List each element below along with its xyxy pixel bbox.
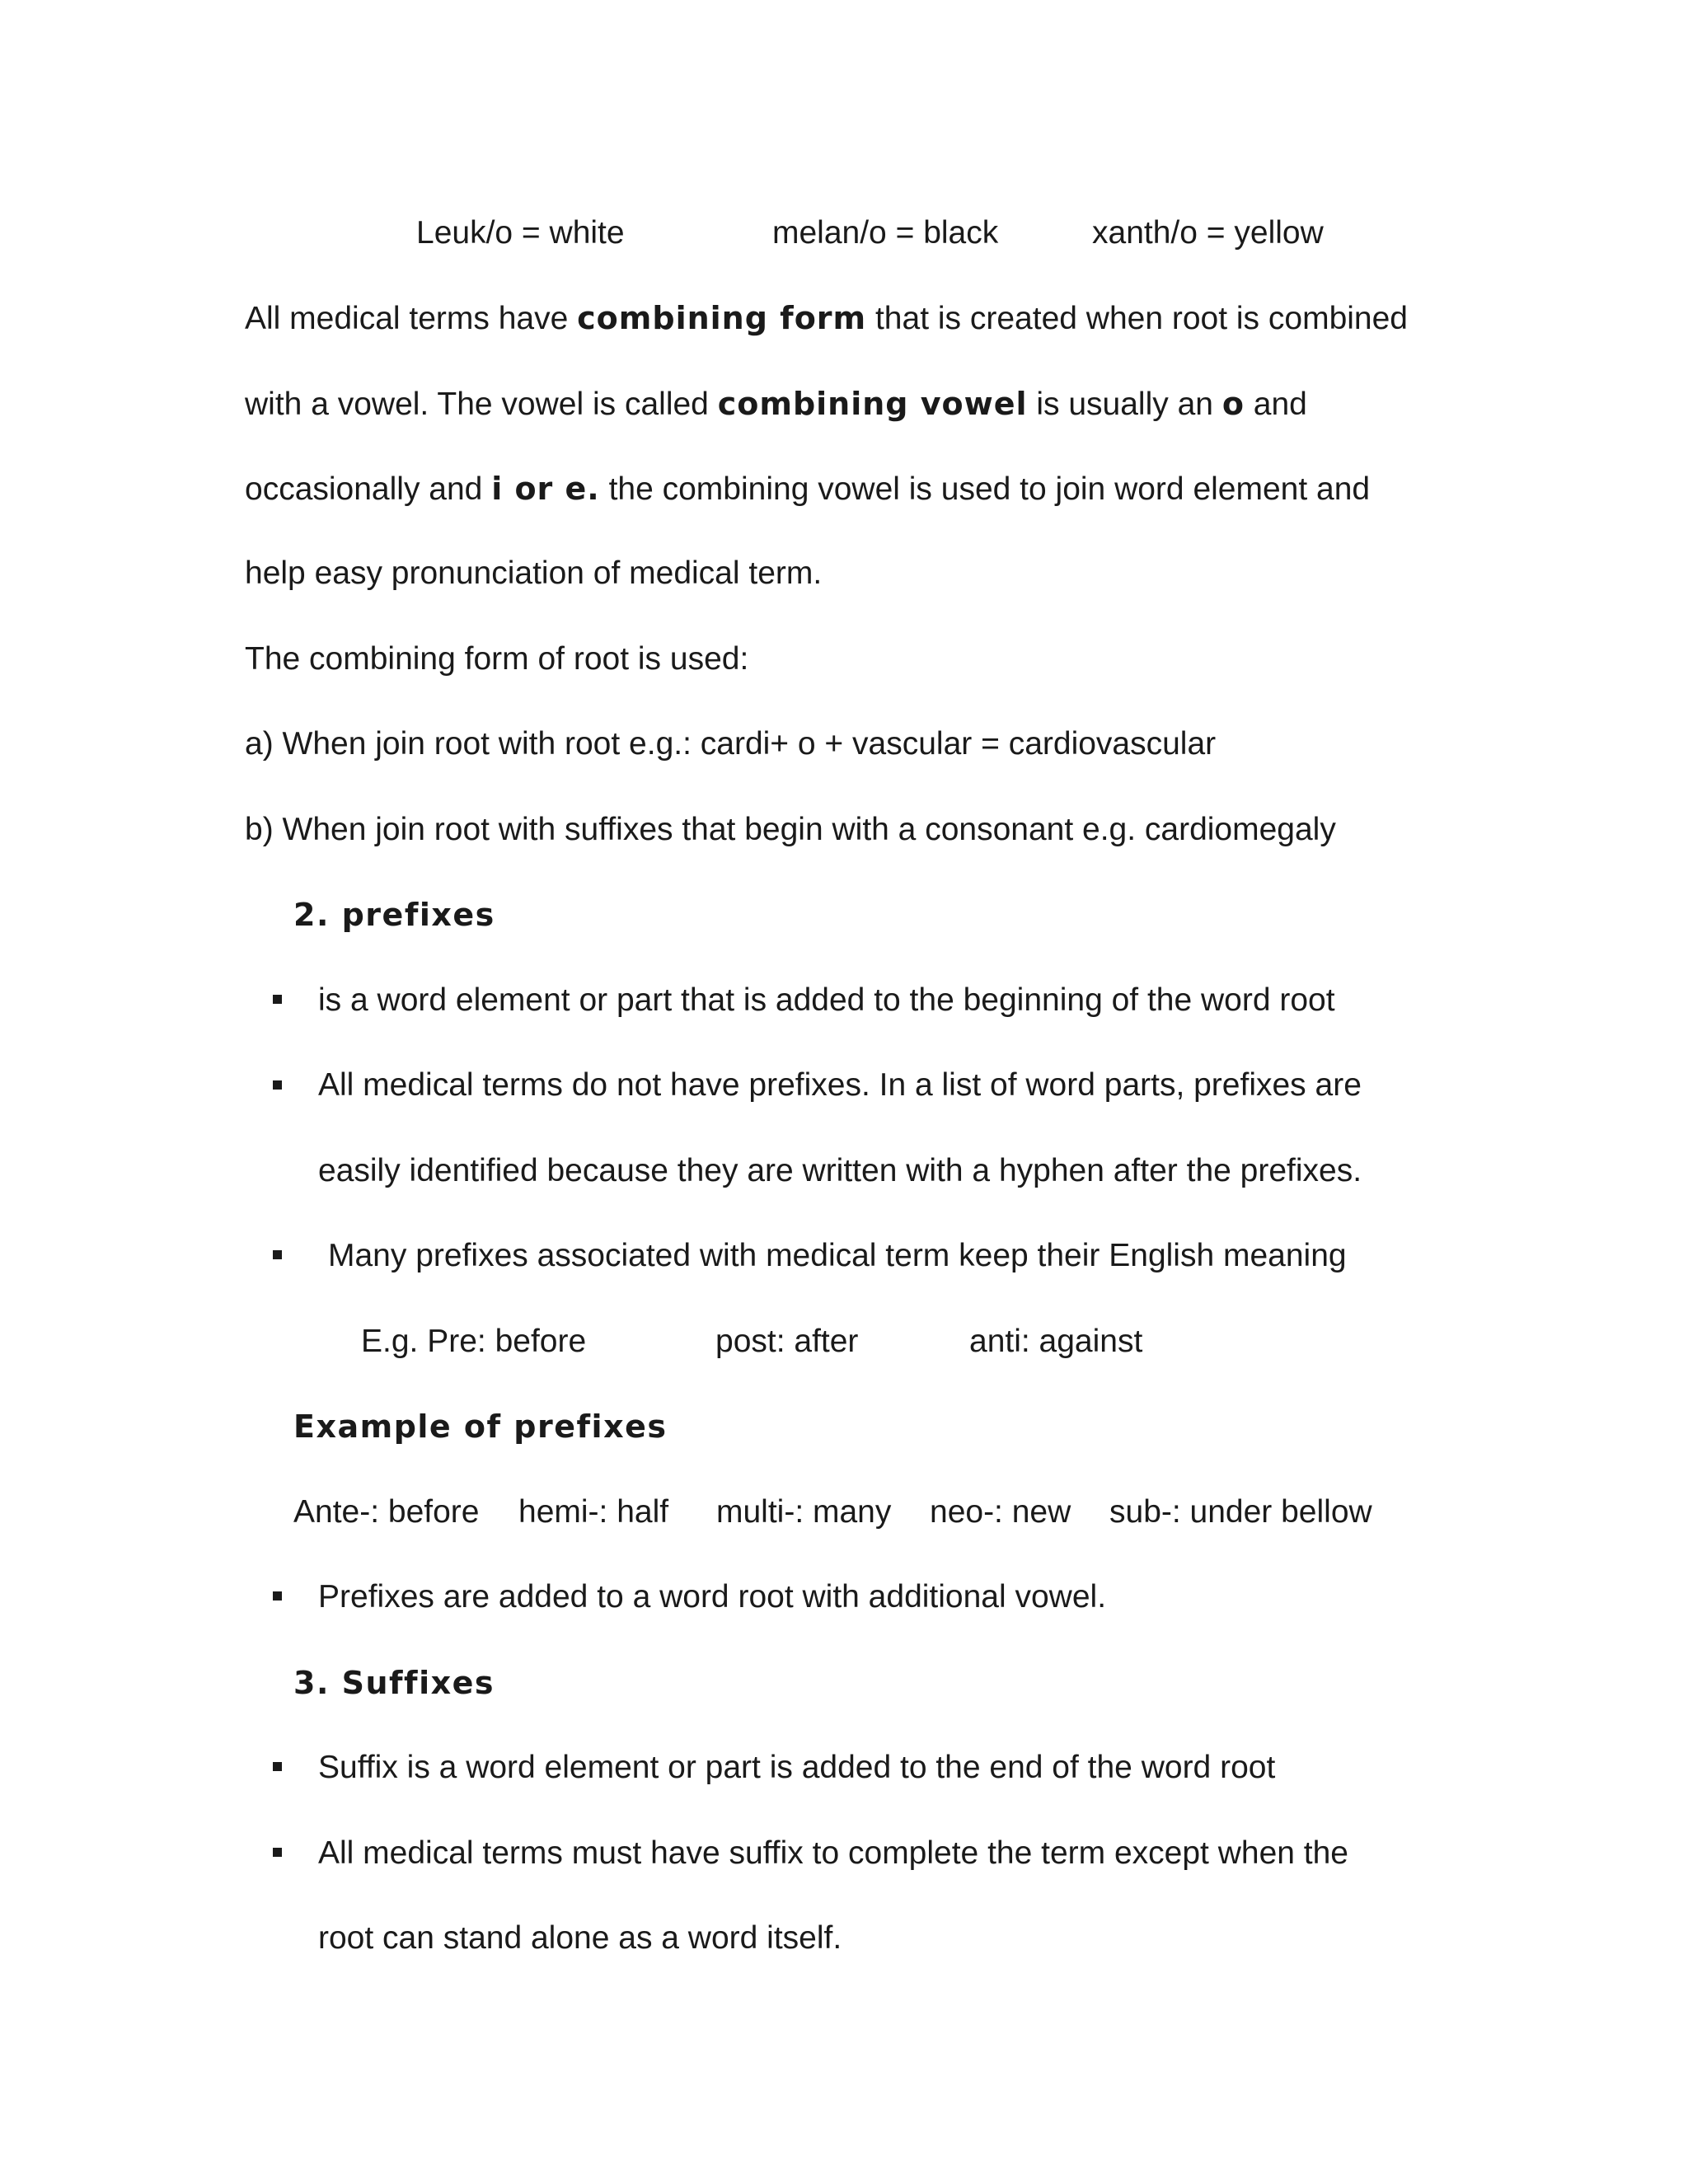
prefix-example: Ante-: before [293, 1494, 480, 1530]
colour-example-leuk: Leuk/o = white [416, 215, 625, 251]
suffixes-bullet-2-line-1: All medical terms must have suffix to complete the term except when the [318, 1835, 1348, 1871]
prefix-eg-post: post: after [715, 1324, 859, 1359]
term-vowel-i-e: i or e. [491, 471, 600, 507]
bullet-square-icon [273, 1080, 282, 1090]
example-prefixes-heading: Example of prefixes [293, 1408, 668, 1445]
intro-line-2 [245, 383, 1307, 425]
prefixes-bullet-2-line-1: All medical terms do not have prefixes. In a list of word parts, prefixes are [318, 1067, 1362, 1103]
intro-text: and [1244, 387, 1307, 422]
colour-example-xanth: xanth/o = yellow [1092, 215, 1324, 251]
intro-text: that is created when root is combined [866, 301, 1408, 336]
term-combining-form: combining form [577, 300, 867, 336]
prefix-eg-pre: E.g. Pre: before [361, 1324, 587, 1359]
prefixes-bullet-2-line-2: easily identified because they are written with a hyphen after the prefixes. [318, 1153, 1362, 1188]
term-combining-vowel: combining vowel [717, 386, 1028, 422]
prefix-example: hemi-: half [518, 1494, 669, 1530]
prefixes-bullet-4: Prefixes are added to a word root with additional vowel. [318, 1579, 1107, 1615]
intro-line-1 [245, 298, 1408, 340]
bullet-square-icon [273, 1591, 282, 1601]
prefixes-bullet-3: Many prefixes associated with medical term keep their English meaning [328, 1238, 1347, 1273]
intro-text: occasionally and [245, 471, 492, 507]
bullet-square-icon [273, 1848, 282, 1857]
prefixes-bullet-1: is a word element or part that is added to the beginning of the word root [318, 982, 1335, 1018]
bullet-square-icon [273, 1762, 282, 1771]
prefixes-heading: 2. prefixes [293, 897, 495, 933]
combining-form-intro: The combining form of root is used: [245, 641, 749, 677]
prefix-example: sub-: under bellow [1109, 1494, 1372, 1530]
suffixes-heading: 3. Suffixes [293, 1665, 495, 1701]
intro-line-3 [245, 468, 1370, 510]
prefix-eg-anti: anti: against [969, 1324, 1143, 1359]
intro-text: All medical terms have [245, 301, 578, 336]
intro-text: the combining vowel is used to join word element and [599, 471, 1371, 507]
term-vowel-o: o [1221, 386, 1245, 422]
prefix-example: multi-: many [716, 1494, 892, 1530]
intro-line-4: help easy pronunciation of medical term. [245, 555, 823, 591]
prefix-example: neo-: new [930, 1494, 1071, 1530]
intro-text: with a vowel. The vowel is called [245, 387, 718, 422]
bullet-square-icon [273, 1250, 282, 1259]
suffixes-bullet-1: Suffix is a word element or part is added to the end of the word root [318, 1750, 1276, 1785]
bullet-square-icon [273, 995, 282, 1004]
combining-form-item-b: b) When join root with suffixes that begin with a consonant e.g. cardiomegaly [245, 812, 1336, 847]
intro-text: is usually an [1027, 387, 1222, 422]
combining-form-item-a: a) When join root with root e.g.: cardi+ o + vascular = cardiovascular [245, 726, 1217, 762]
colour-example-melan: melan/o = black [772, 215, 999, 251]
suffixes-bullet-2-line-2: root can stand alone as a word itself. [318, 1920, 842, 1956]
